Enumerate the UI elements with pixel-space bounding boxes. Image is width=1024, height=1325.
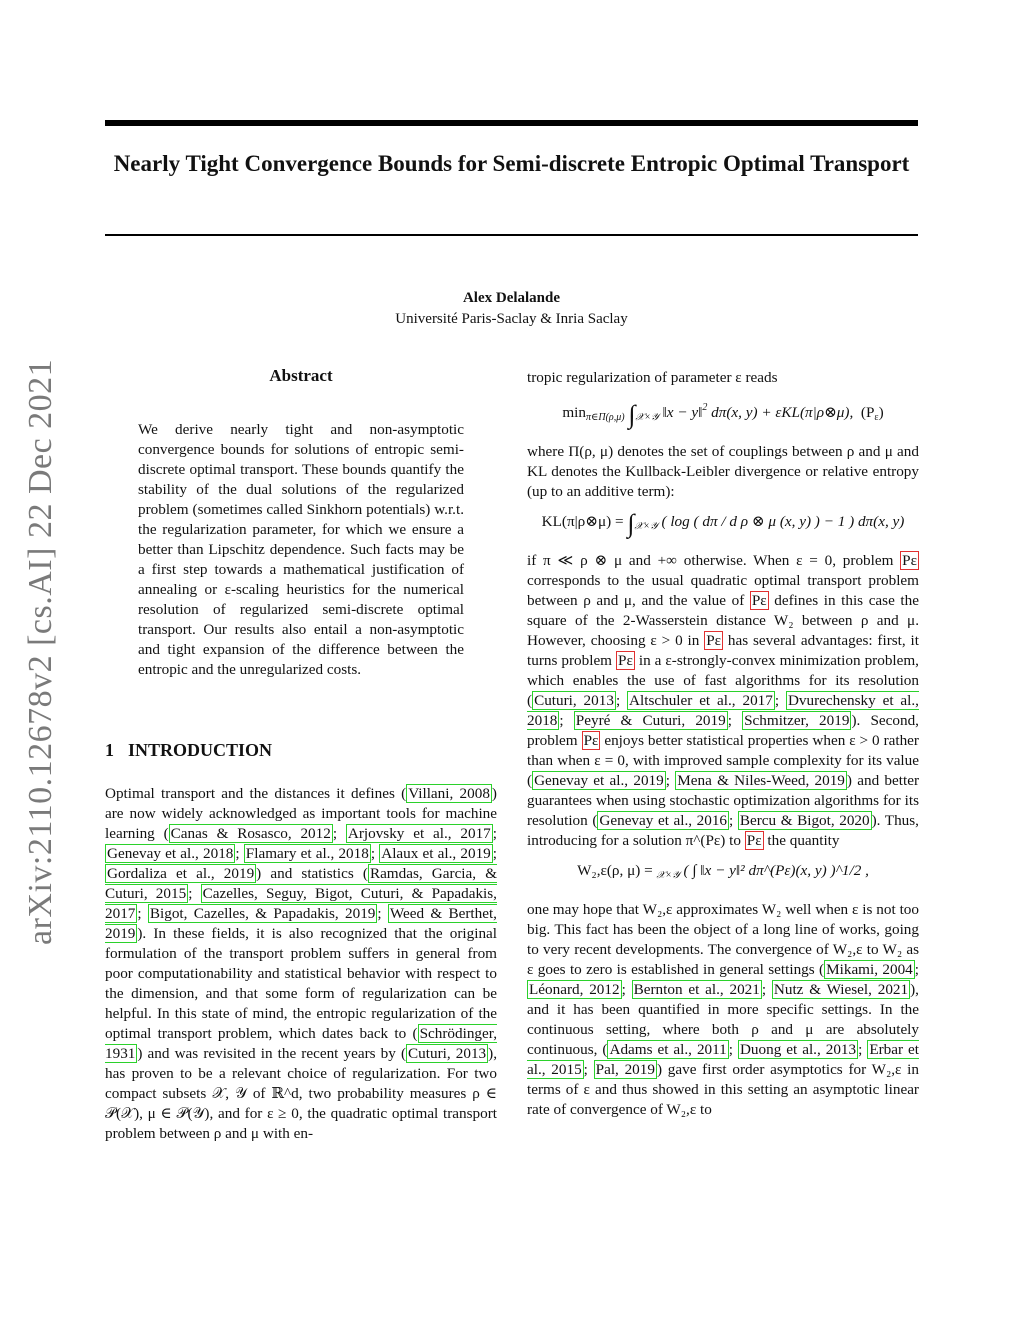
abstract-text: We derive nearly tight and non-asymptotic convergence bounds for solutions of entropic semi-discrete optimal transport. These bounds quantify the stability of the dual solutions of the regularized problem (sometimes called Sinkhorn potentials) w.r.t. the regularization parameter, for which we ensure a better than Lipschitz dependence. Such facts may be a first step towards a mathematical justification of annealing or ε-scaling heuristics for the numerical resolution of regularized semi-discrete optimal transport. Our results also entail a non-asymptotic and tight expansion of the difference between the entropic and the unregularized costs. [138,421,464,678]
right-column [527,368,919,1120]
citation-link[interactable]: Erbar et al., 2015 [527,1041,919,1078]
right-intro-line: tropic regularization of parameter ε reads [527,369,778,386]
equation-label: $(P_\varepsilon)$ [860,404,884,423]
section-heading [105,740,497,760]
citation-link[interactable]: Villani, 2008 [408,785,490,802]
citation-link[interactable]: Altschuler et al., 2017 [629,692,773,709]
citation-link[interactable]: Dvurechensky et al., 2018 [527,692,919,729]
equation-pe: $\min_{\pi\in\Pi(\rho,\mu)} \int_{𝒳\times 𝒴}$ ‖x − y‖$^2$ dπ(x, y) + εKL(π|ρ⊗μ), $(P_\varepsilon)$ [562,400,884,429]
paper-title: Nearly Tight Convergence Bounds for Semi-discrete Entropic Optimal Transport [113,151,910,176]
citation-link[interactable]: Léonard, 2012 [529,981,620,998]
regularization-paragraph: if π ≪ ρ ⊗ μ and +∞ otherwise. When ε = 0, problem Pε corresponds to the usual quadratic optimal transport problem between ρ and μ, and the value of Pε defines in this case the square of the 2-Wasserstein distance W₂ between ρ and μ. However, choosing ε > 0 in Pε has several advantages: first, it turns problem Pε in a ε-strongly-convex minimization problem, which enables the use of fast algorithms for its resolution ( Cuturi, 2013 ; Altschuler et al., 2017 ; Dvurechensky et al., 2018 ; Peyré & Cuturi, 2019 ; Schmitzer, 2019 ). Second, problem Pε enjoys better statistical properties when ε > 0 rather than when ε = 0, with improved sample complexity for its value ( Genevay et al., 2019 ; Mena & Niles-Weed, 2019 ) and better guarantees when using stochastic optimization algorithms for its resolution ( Genevay et al., 2016 ; Bercu & Bigot, 2020 ). Thus, introducing for a solution π^(Pε) to Pε the quantity [527,552,919,849]
equation-ref-link[interactable]: Pε [746,832,762,849]
arxiv-stamp: arXiv:2110.12678v2 [cs.AI] 22 Dec 2021 [22,358,59,945]
title-rule-top [105,120,918,126]
author-name: Alex Delalande [462,290,561,306]
author-affiliation: Université Paris-Saclay & Inria Saclay [395,311,628,327]
citation-link[interactable]: Peyré & Cuturi, 2019 [575,712,726,729]
citation-link[interactable]: Adams et al., 2011 [609,1041,727,1058]
left-column [105,360,497,1144]
equation-ref-link[interactable]: Pε [751,592,767,609]
citation-link[interactable]: Alaux et al., 2019 [381,845,491,862]
equation-ref-link[interactable]: Pε [902,552,917,569]
citation-link[interactable]: Bigot, Cazelles, & Papadakis, 2019 [149,905,376,922]
citation-link[interactable]: Cuturi, 2013 [408,1045,487,1062]
citation-link[interactable]: Cuturi, 2013 [534,692,614,709]
citation-link[interactable]: Duong et al., 2013 [739,1041,857,1058]
section-number: 1 [105,740,114,760]
equation-ref-link[interactable]: Pε [706,632,722,649]
section-title: INTRODUCTION [128,740,273,760]
convergence-paragraph: one may hope that W₂,ε approximates W₂ well when ε is not too big. This fact has been the object of a long line of works, going to very recent developments. The convergence of W₂,ε to W₂ as ε goes to zero is established in general settings ( Mikami, 2004 ; Léonard, 2012 ; Bernton et al., 2021 ; Nutz & Wiesel, 2021 ), and it has been quantified in more specific settings. In the continuous setting, where both ρ and μ are absolutely continuous, ( Adams et al., 2011 ; Duong et al., 2013 ; Erbar et al., 2015 ; Pal, 2019 ) gave first order asymptotics for W₂,ε in terms of ε and thus showed in this setting an asymptotic linear rate of convergence of W₂,ε to [527,901,919,1118]
citation-link[interactable]: Mikami, 2004 [826,961,913,978]
citation-link[interactable]: Genevay et al., 2019 [534,772,664,789]
citation-link[interactable]: Bercu & Bigot, 2020 [739,812,870,829]
citation-link[interactable]: Flamary et al., 2018 [245,845,369,862]
title-rule-bottom [105,234,918,236]
citation-link[interactable]: Genevay et al., 2018 [107,845,234,862]
abstract-heading: Abstract [269,366,333,385]
citation-link[interactable]: Ramdas, Garcia, & Cuturi, 2015 [105,865,498,902]
equation-w2eps: W₂,ε(ρ, μ) = $_{𝒳\times 𝒴}$ ( ∫ ‖x − y‖² dπ^(Pε)(x, y) )^1/2 , [577,862,869,881]
citation-link[interactable]: Genevay et al., 2016 [599,812,728,829]
citation-link[interactable]: Gordaliza et al., 2019 [107,865,255,882]
citation-link[interactable]: Nutz & Wiesel, 2021 [773,981,909,998]
citation-link[interactable]: Mena & Niles-Weed, 2019 [677,772,845,789]
citation-link[interactable]: Cazelles, Seguy, Bigot, Cuturi, & Papadakis, 2017 [105,885,497,922]
citation-link[interactable]: Canas & Rosasco, 2012 [170,825,331,842]
citation-link[interactable]: Bernton et al., 2021 [633,981,760,998]
equation-kl: KL(π|ρ⊗μ) = $\int_{𝒳\times 𝒴}$ ( log ( dπ / d ρ ⊗ μ (x, y) ) − 1 ) dπ(x, y) [541,509,905,538]
citation-link[interactable]: Weed & Berthet, 2019 [105,905,497,942]
equation-ref-link[interactable]: Pε [618,652,633,669]
citation-link[interactable]: Pal, 2019 [595,1061,655,1078]
citation-link[interactable]: Schmitzer, 2019 [744,712,850,729]
citation-link[interactable]: Arjovsky et al., 2017 [347,825,491,842]
citation-link[interactable]: Schrödinger, 1931 [105,1025,497,1062]
kl-description: where Π(ρ, μ) denotes the set of couplings between ρ and μ and KL denotes the Kullback-Leibler divergence or relative entropy (up to an additive term): [527,443,919,500]
intro-paragraph: Optimal transport and the distances it defines ( Villani, 2008 ) are now widely acknowledged as important tools for machine learning ( Canas & Rosasco, 2012 ; Arjovsky et al., 2017 ; Genevay et al., 2018 ; Flamary et al., 2018 ; Alaux et al., 2019 ; Gordaliza et al., 2019 ) and statistics ( Ramdas, Garcia, & Cuturi, 2015 ; Cazelles, Seguy, Bigot, Cuturi, & Papadakis, 2017 ; Bigot, Cazelles, & Papadakis, 2019 ; Weed & Berthet, 2019 ). In these fields, it is also recognized that the original formulation of the transport problem suffers in general from poor computationability and statistical behavior with respect to the dimension, and that some form of regularization can be helpful. In this state of mind, the entropic regularization of the optimal transport problem, which dates back to ( Schrödinger, 1931 ) and was revisited in the recent years by ( Cuturi, 2013 ), has proven to be a relevant choice of regularization. For two compact subsets 𝒳, 𝒴 of ℝ^d, two probability measures ρ ∈ 𝒫(𝒳), μ ∈ 𝒫(𝒴), and for ε ≥ 0, the quadratic optimal transport problem between ρ and μ with en- [105,785,498,1142]
equation-ref-link[interactable]: Pε [583,732,599,749]
